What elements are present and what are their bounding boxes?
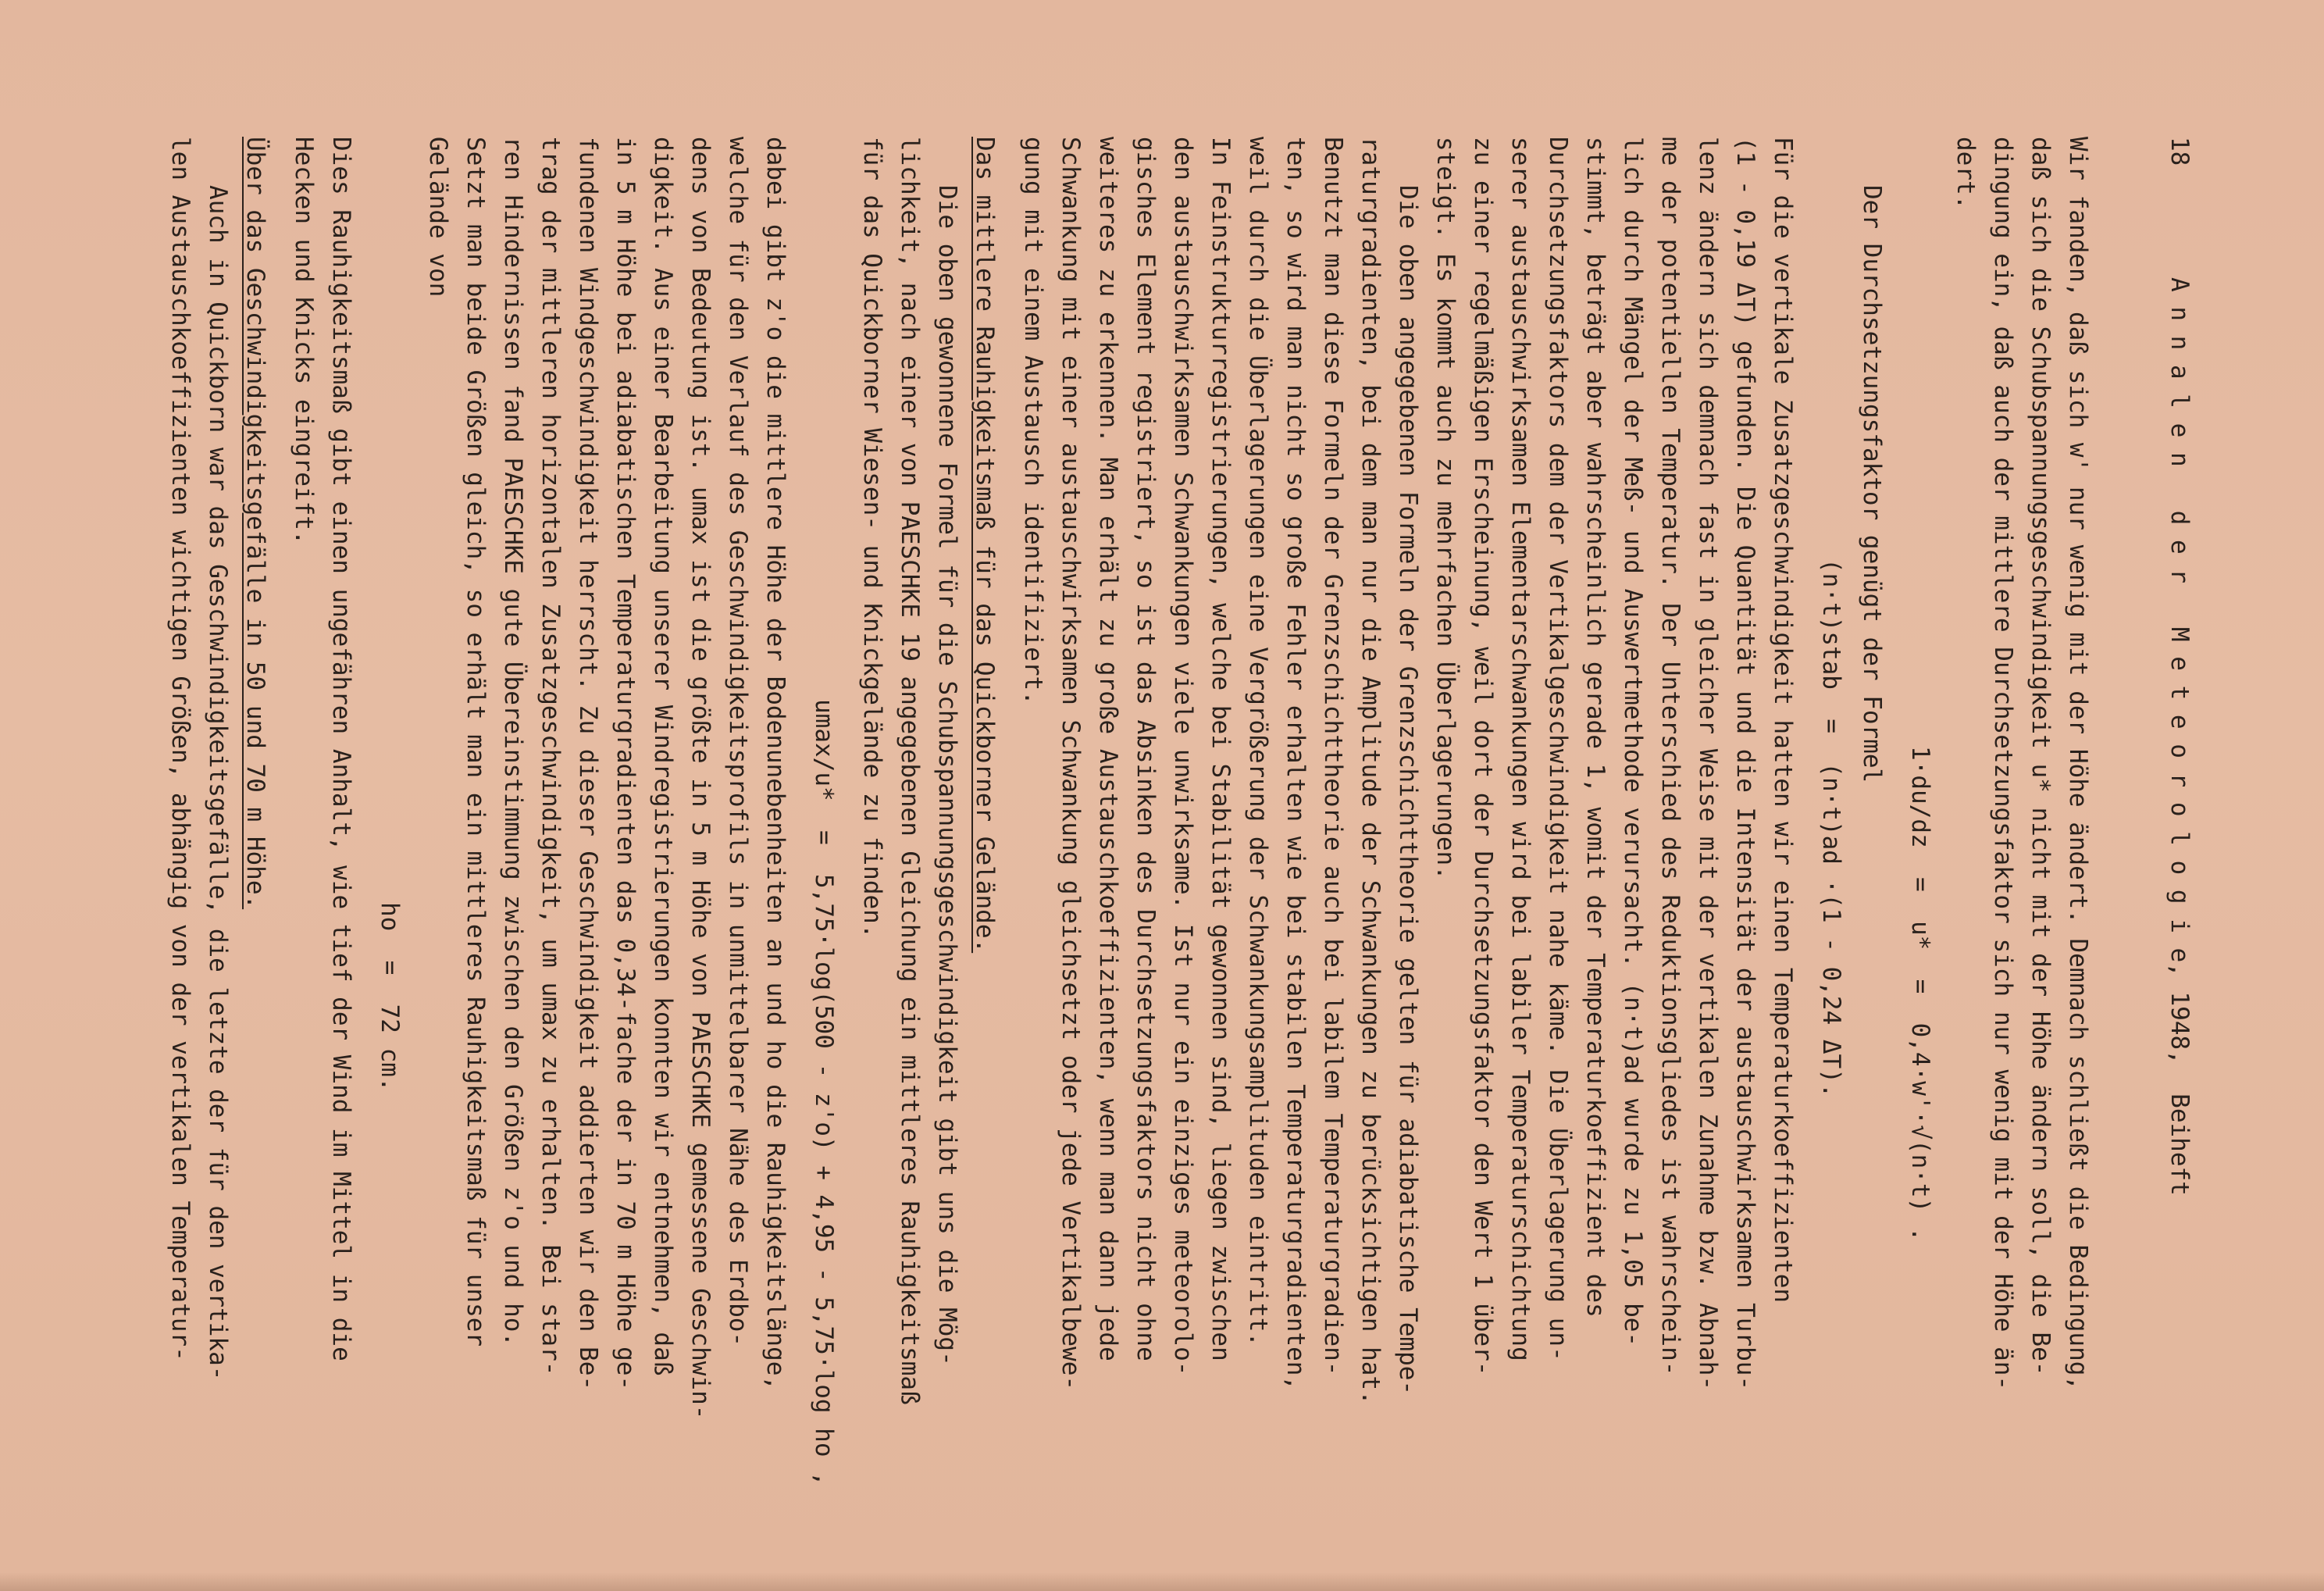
text-line: in 5 m Höhe bei adiabatischen Temperaturgradienten das 0,34-fache der in 70 m Höhe ge- xyxy=(611,137,640,1391)
text-line: raturgradienten, bei dem man nur die Amplitude der Schwankungen zu berücksichtigen hat. xyxy=(1356,137,1385,1405)
text-line: Durchsetzungsfaktors dem der Vertikalgeschwindigkeit nahe käme. Die Überlagerung un- xyxy=(1544,137,1572,1361)
text-line: gung mit einem Austausch identifiziert. xyxy=(1019,137,1047,705)
text-line: lenz ändern sich demnach fast in gleicher Weise mit der vertikalen Zunahme bzw. Abnah- xyxy=(1694,137,1722,1391)
text-line: welche für den Verlauf des Geschwindigkeitsprofils in unmittelbarer Nähe des Erdbo- xyxy=(724,137,752,1347)
text-line: dert. xyxy=(1952,137,1980,210)
text-line: umax/u* = 5,75·log(500 - z'o) + 4,95 - 5,75·log ho , xyxy=(810,699,838,1486)
page-number: 18 xyxy=(2165,137,2194,166)
rotated-typescript xyxy=(90,137,2198,1591)
text-line: ren Hindernissen fand PAESCHKE gute Übereinstimmung zwischen den Größen z'o und ho. xyxy=(499,137,527,1347)
text-line: weiteres zu erkennen. Man erhält zu große Austauschkoeffizienten, wenn man dann jede xyxy=(1094,137,1122,1361)
page-edge-shadow xyxy=(0,1572,2324,1591)
text-line: Hecken und Knicks eingreift. xyxy=(290,137,318,545)
text-line: (1 - 0,19 ΔT) gefunden. Die Quantität und die Intensität der austauschwirksamen Turbu- xyxy=(1731,137,1759,1391)
text-line: gisches Element registriert, so ist das Absinken des Durchsetzungsfaktors nicht ohne xyxy=(1132,137,1160,1361)
text-line: Die oben angegebenen Formeln der Grenzschichttheorie gelten für adiabatische Tempe- xyxy=(1394,185,1422,1396)
text-line: Der Durchsetzungsfaktor genügt der Formel xyxy=(1858,185,1886,783)
text-line: Setzt man beide Größen gleich, so erhält man ein mittleres Rauhigkeitsmaß für unser xyxy=(462,137,490,1347)
text-line: für das Quickborner Wiesen- und Knickgelände zu finden. xyxy=(858,137,886,939)
text-line: In Feinstrukturregistrierungen, welche bei Stabilität gewonnen sind, liegen zwischen xyxy=(1207,137,1235,1361)
text-line: ho = 72 cm. xyxy=(376,902,404,1092)
section-heading: Das mittlere Rauhigkeitsmaß für das Quickborner Gelände. xyxy=(971,137,999,954)
text-line: dabei gibt z'o die mittlere Höhe der Bodenunebenheiten an und ho die Rauhigkeitslänge, xyxy=(761,137,790,1391)
text-line: fundenen Windgeschwindigkeit herrscht. Zu dieser Geschwindigkeit addierten wir den Be- xyxy=(574,137,602,1391)
running-header: A n n a l e n d e r M e t e o r o l o g i e, 1948, Beiheft xyxy=(2165,277,2194,1196)
text-line: ten, so wird man nicht so große Fehler erhalten wie bei stabilen Temperaturgradienten, xyxy=(1281,137,1310,1391)
text-line: (n·t)stab = (n·t)ad ·(1 - 0,24 ΔT). xyxy=(1817,558,1845,1098)
text-line: Gelände von xyxy=(424,137,452,298)
text-line: Für die vertikale Zusatzgeschwindigkeit hatten wir einen Temperaturkoeffizienten xyxy=(1769,137,1797,1304)
text-line: Die oben gewonnene Formel für die Schubspannungsgeschwindigkeit gibt uns die Mög- xyxy=(933,185,961,1366)
text-line: weil durch die Überlagerungen eine Vergrößerung der Schwankungsamplituden eintritt. xyxy=(1244,137,1272,1347)
text-line: zu einer regelmäßigen Erscheinung, weil dort der Durchsetzungsfaktor den Wert 1 über- xyxy=(1469,137,1497,1376)
text-line: den austauschwirksamen Schwankungen viele unwirksame. Ist nur ein einziges meteorolo- xyxy=(1169,137,1197,1376)
text-line: Auch in Quickborn war das Geschwindigkeitsgefälle, die letzte der für den vertika- xyxy=(204,185,232,1381)
text-line: stimmt, beträgt aber wahrscheinlich gerade 1, womit der Temperaturkoeffizient des xyxy=(1581,137,1609,1318)
text-line: len Austauschkoeffizienten wichtigen Größen, abhängig von der vertikalen Temperatur- xyxy=(166,137,194,1361)
text-line: lichkeit, nach einer von PAESCHKE 19 angegebenen Gleichung ein mittleres Rauhigkeitsmaß xyxy=(896,137,924,1405)
text-line: lich durch Mängel der Meß- und Auswertmethode verursacht. (n·t)ad wurde zu 1,05 be- xyxy=(1619,137,1647,1347)
text-line: serer austauschwirksamen Elementarschwankungen wird bei labiler Temperaturschichtung xyxy=(1506,137,1534,1361)
text-line: 1·du/dz = u* = 0,4·w'·√(n·t) . xyxy=(1906,746,1934,1242)
text-line: digkeit. Aus einer Bearbeitung unserer Windregistrierungen konnten wir entnehmen, daß xyxy=(649,137,677,1376)
section-heading: Über das Geschwindigkeitsgefälle in 50 und 70 m Höhe. xyxy=(241,137,269,910)
text-line: trag der mittleren horizontalen Zusatzgeschwindigkeit, um umax zu erhalten. Bei star- xyxy=(536,137,565,1376)
text-line: Wir fanden, daß sich w' nur wenig mit der Höhe ändert. Demnach schließt die Bedingung, xyxy=(2064,137,2092,1391)
text-line: daß sich die Schubspannungsgeschwindigkeit u* nicht mit der Höhe ändern soll, die Be- xyxy=(2026,137,2055,1376)
text-line: steigt. Es kommt auch zu mehrfachen Überlagerungen. xyxy=(1431,137,1460,880)
text-line: me der potentiellen Temperatur. Der Unterschied des Reduktionsgliedes ist wahrschein- xyxy=(1656,137,1684,1376)
text-line: dens von Bedeutung ist. umax ist die größte in 5 m Höhe von PAESCHKE gemessene Geschwin- xyxy=(686,137,715,1420)
text-line: dingung ein, daß auch der mittlere Durchsetzungsfaktor sich nur wenig mit der Höhe än- xyxy=(1989,137,2017,1391)
text-line: Dies Rauhigkeitsmaß gibt einen ungefähren Anhalt, wie tief der Wind im Mittel in die xyxy=(327,137,355,1361)
text-line: Benutzt man diese Formeln der Grenzschichttheorie auch bei labilem Temperaturgradien- xyxy=(1319,137,1347,1376)
text-line: Schwankung mit einer austauschwirksamen Schwankung gleichsetzt oder jede Vertikalbewe- xyxy=(1057,137,1085,1391)
